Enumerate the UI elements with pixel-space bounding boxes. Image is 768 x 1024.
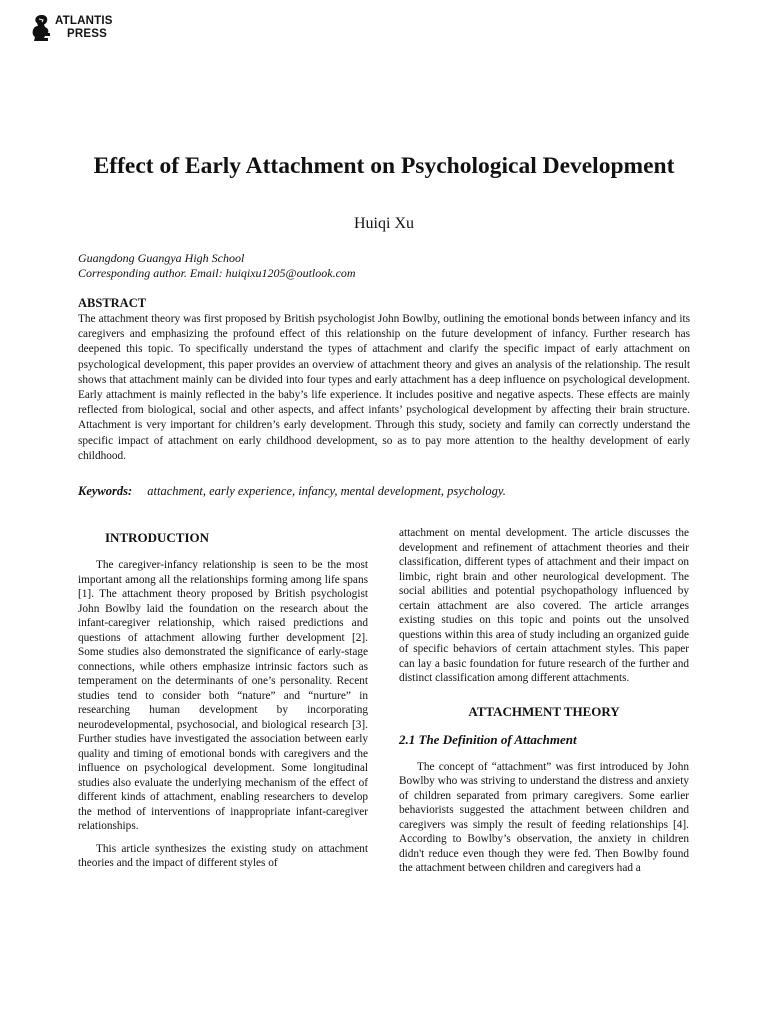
thinker-icon xyxy=(30,14,54,42)
intro-paragraph-2-continued: attachment on mental development. The article discusses the development and refinement of attachment theories and their classification, different types of attachment and their impact on limbic, right brain and other neurological development. The social abilities and potential psychopathology influenced by certain attachment are also covered. The article arranges existing studies on this topic and points out the unsolved questions within this area of study including an organized guide of specific behaviors of certain attachment styles. This paper can lay a basic foundation for future research of the further and distinct classification among different attachments. xyxy=(399,527,689,684)
keywords-label: Keywords: xyxy=(78,484,133,498)
right-column xyxy=(399,526,689,876)
paper-title: Effect of Early Attachment on Psychological Development xyxy=(93,153,675,179)
left-column xyxy=(78,526,368,871)
abstract-heading: ABSTRACT xyxy=(78,296,147,310)
affiliation: Guangdong Guangya High School xyxy=(78,251,245,265)
intro-paragraph-2: This article synthesizes the existing study on attachment theories and the impact of different styles of xyxy=(78,842,368,869)
keywords-line xyxy=(78,483,690,499)
publisher-logo xyxy=(30,14,140,44)
abstract-text: The attachment theory was first proposed by British psychologist John Bowlby, outlining the emotional bonds between infancy and its caregivers and emphasizing the profound effect of this relationship on the future development of infancy. Further research has deepened this topic. To specifically understand the types of attachment and clarify the specific impact of early attachment on psychological development, this paper provides an overview of attachment theory and gives an analysis of the relationship. The result shows that attachment mainly can be divided into four types and early attachment has a deep influence on psychological development. Early attachment is mainly reflected in the baby’s life experience. It includes positive and negative aspects. These effects are mainly reflected from biological, social and other aspects, and affect infants’ psychological development by affecting their brain structure. Attachment is very important for children’s early development. Through this study, society and family can correctly understand the specific impact of attachment on early childhood development, so as to pay more attention to the healthy development of early childhood. xyxy=(78,313,690,462)
affiliation-block xyxy=(78,251,356,280)
corresponding-author: Corresponding author. Email: huiqixu1205@outlook.com xyxy=(78,265,356,280)
subsection-heading-definition: 2.1 The Definition of Attachment xyxy=(399,731,577,747)
logo-text-atlantis: ATLANTIS xyxy=(55,15,113,27)
definition-paragraph: The concept of “attachment” was first introduced by John Bowlby who was striving to understand the distress and anxiety of children separated from primary caregivers. Some earlier behaviorists suggested the attachment between children and caregivers was simply the result of feeding relationships [4]. According to Bowlby’s observation, the anxiety in children didn't reduce even though they were fed. Then Bowlby found the attachment between children and caregivers had a xyxy=(399,760,689,874)
author-name: Huiqi Xu xyxy=(354,215,414,232)
keywords-list: attachment, early experience, infancy, mental development, psychology. xyxy=(147,484,506,498)
section-heading-attachment-theory: ATTACHMENT THEORY xyxy=(468,703,620,719)
logo-text-press: PRESS xyxy=(67,28,107,40)
intro-paragraph-1: The caregiver-infancy relationship is seen to be the most important among all the relationships forming among life spans [1]. The attachment theory proposed by British psychologist John Bowlby laid the foundation on the research about the infant-caregiver relationship, which raised predictions and questions of attachment allowing further development [2]. Some studies also demonstrated the significance of early-stage connections, while others emphasize intrinsic factors such as temperament on the determinants of one’s personality. Recent studies tend to consider both “nature” and “nurture” in researching human development by incorporating neurodevelopmental, psychosocial, and biological research [3]. Further studies have investigated the association between early quality and timing of emotional bonds with caregivers and the influence on psychological development. Some longitudinal studies also evaluate the underlying mechanism of the effect of different kinds of attachment, enabling researchers to develop the method of interventions of inappropriate infant-caregiver relationships. xyxy=(78,559,368,832)
section-heading-introduction: INTRODUCTION xyxy=(105,530,210,545)
